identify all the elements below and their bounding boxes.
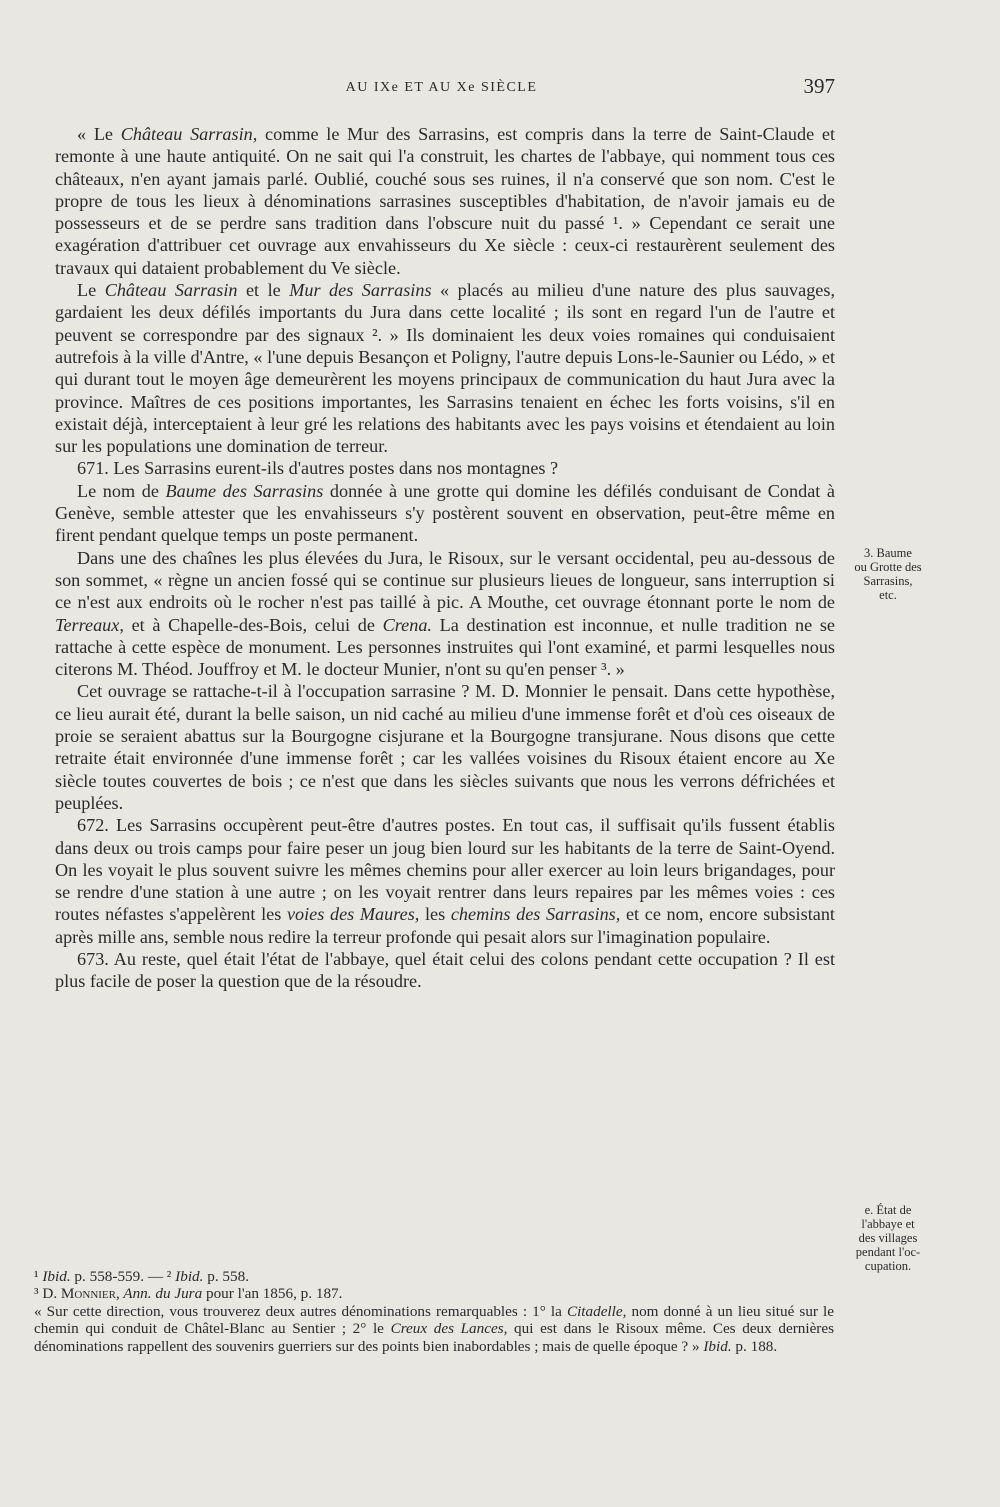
paragraph: 673. Au reste, quel était l'état de l'abbaye, quel était celui des colons pendant cette occupation ? Il est plus facile de poser la question que de la résoudre. [55, 948, 835, 992]
paragraph [55, 480, 835, 547]
margin-note-etat [838, 1203, 938, 1273]
text-run: nom donné à un lieu situé sur le chemin qui conduit de Châtel-Blanc au Sentier ; 2° le [34, 1302, 835, 1338]
paragraph [55, 123, 835, 279]
italic-run: chemins des Sarrasins, [450, 904, 621, 925]
main-text [55, 123, 835, 993]
text-run: Le [77, 280, 105, 301]
text-run: les [419, 904, 451, 925]
italic-run: Mur des Sarrasins [289, 280, 432, 301]
page-number: 397 [803, 74, 835, 98]
text-run: 672. Les Sarrasins occupèrent peut-être d'autres postes. En tout cas, il suffisait qu'ils fussent établis dans deux ou trois camps pour faire peser un joug bien lourd sur les habitants de la terre de Saint-Oyend. On les voyait le plus souvent suivre les mêmes chemins pour aller exercer au loin leurs brigandages, pour se rendre d'une station à une autre ; on les voyait rentrer dans leurs repaires par les mêmes voies : ces routes néfastes s'appelèrent les [55, 815, 835, 925]
margin-note-line: ou Grotte des [854, 560, 922, 574]
margin-note-line: pendant l'oc- [855, 1245, 921, 1259]
paragraph: Cet ouvrage se rattache-t-il à l'occupation sarrasine ? M. D. Monnier le pensait. Dans cette hypothèse, ce lieu aurait été, durant la belle saison, un nid caché au milieu d'une immense forêt et d'où ces oiseaux de proie se seraient abattus sur la Bourgogne cisjurane et la Bourgogne transjurane. Nous disons que cette retraite était environnée d'une immense forêt ; car les vallées voisines du Risoux étaient encore au Xe siècle toutes couvertes de bois ; ce n'est que dans les siècles suivants que nous les verrons défrichées et peuplées. [55, 681, 835, 813]
paragraph [55, 279, 835, 457]
text-run: et le [237, 280, 290, 301]
text-run: p. 558-559. — ² [70, 1268, 176, 1285]
text-run: Le nom de [77, 480, 166, 501]
text-run: p. 558. [203, 1268, 249, 1285]
margin-note-line: Sarrasins, [863, 574, 913, 588]
text-run: La destination est inconnue, et nulle tradition ne se rattache à cette espèce de monument. Les personnes instruites qui l'ont examiné, et parmi lesquelles nous citerons M. Théod. Jouffroy et M. le docteur Munier, n'ont su qu'en penser ³. » [55, 614, 835, 680]
text-run: qui est dans le Risoux même. Ces deux dernières dénominations rappellent des souvenirs guerriers sur des points bien inabordables ; mais de quelle époque ? » [34, 1320, 835, 1355]
text-run: Dans une des chaînes les plus élevées du Jura, le Risoux, sur le versant occidental, peu au-dessous de son sommet, « règne un ancien fossé qui se continue sur plusieurs lieues de longueur, sans interruption si ce n'est aux endroits où le rocher n'est pas taillé à pic. A Mouthe, cet ouvrage étonnant porte le nom de [55, 547, 835, 613]
italic-run: Citadelle, [566, 1302, 627, 1320]
italic-run: Baume des Sarrasins [165, 480, 324, 501]
margin-note-line: l'abbaye et [861, 1217, 915, 1231]
italic-run: Château Sarrasin [104, 280, 238, 301]
paragraph [55, 547, 835, 681]
margin-note-line: e. État de [864, 1203, 912, 1217]
margin-note-line: etc. [879, 588, 897, 602]
italic-run: Crena. [382, 614, 432, 635]
footnotes [22, 1268, 834, 1355]
text-run: « Sur cette direction, vous trouverez deux autres dénominations remarquables : 1° la [34, 1302, 567, 1320]
margin-note-baume [838, 546, 938, 602]
text-run: et ce nom, encore subsistant après mille ans, semble nous redire la terreur profonde qui pesait alors sur l'imagination populaire. [55, 904, 835, 947]
text-run: p. 188. [731, 1337, 778, 1355]
italic-run: Ibid. [703, 1337, 732, 1355]
italic-run: Ibid. [42, 1268, 71, 1285]
margin-note-line: des villages [858, 1231, 918, 1245]
italic-run: voies des Maures, [286, 904, 420, 925]
italic-run: Creux des Lances, [390, 1320, 508, 1338]
text-run: et à Chapelle-des-Bois, celui de [123, 614, 383, 635]
author-name: D. Monnier, [42, 1285, 120, 1303]
running-title: AU IXe ET AU Xe SIÈCLE [345, 80, 538, 95]
footnote-1-2 [22, 1268, 834, 1285]
footnote-marker: ³ [34, 1285, 39, 1303]
margin-note-line: 3. Baume [864, 546, 912, 560]
text-run: donnée à une grotte qui domine les défilés conduisant de Condat à Genève, semble attester que les envahisseurs s'y postèrent souvent en observation, peut-être même en firent pendant quelque temps un poste permanent. [55, 480, 836, 546]
paragraph [55, 814, 835, 948]
text-run: comme le Mur des Sarrasins, est compris dans la terre de Saint-Claude et remonte à une haute antiquité. On ne sait qui l'a construit, les chartes de l'abbaye, qui nomment tous ces châteaux, n'en ayant jamais parlé. Oublié, couché sous ses ruines, il n'a conservé que son nom. C'est le propre de tous les lieux à dénominations sarrasines susceptibles d'habitation, de n'avoir jamais eu de possesseurs et de se perdre sans tradition dans l'obscure nuit du passé ¹. » Cependant ce serait une exagération d'attribuer cet ouvrage aux envahisseurs du Xe siècle : ceux-ci restaurèrent seulement des travaux qui dataient probablement du Ve siècle. [55, 124, 836, 278]
section-heading-671: 671. Les Sarrasins eurent-ils d'autres postes dans nos montagnes ? [77, 458, 559, 479]
text-run: « Le [77, 124, 121, 144]
italic-run: Terreaux, [55, 614, 124, 635]
text-run: « placés au milieu d'une nature des plus sauvages, gardaient les deux défilés importants du Jura dans cette localité ; ils sont en regard l'un de l'autre et peuvent se correspondre par des signaux ². » Ils dominaient les deux voies romaines qui conduisaient autrefois à la ville d'Antre, « l'une depuis Besançon et Poligny, l'autre depuis Lons-le-Saunier ou Lédo, » et qui durant tout le moyen âge demeurèrent les moyens principaux de communication du haut Jura avec la province. Maîtres de ces positions importantes, les Sarrasins tenaient en échec les forts voisins, s'il en existait déjà, interceptaient à leur gré les relations des habitants avec les pays voisins et étendaient au loin sur les populations une domination de terreur. [55, 280, 835, 457]
footnote-3 [22, 1285, 834, 1302]
text-run: pour l'an 1856, p. 187. [202, 1285, 343, 1303]
margin-note-line: cupation. [864, 1259, 912, 1273]
page-header [48, 72, 835, 106]
italic-run: Ann. du Jura [119, 1285, 203, 1303]
footnote-3-quote [22, 1303, 834, 1355]
footnote-marker: ¹ [34, 1268, 39, 1285]
italic-run: Ibid. [175, 1268, 204, 1285]
italic-run: Château Sarrasin, [120, 124, 258, 144]
